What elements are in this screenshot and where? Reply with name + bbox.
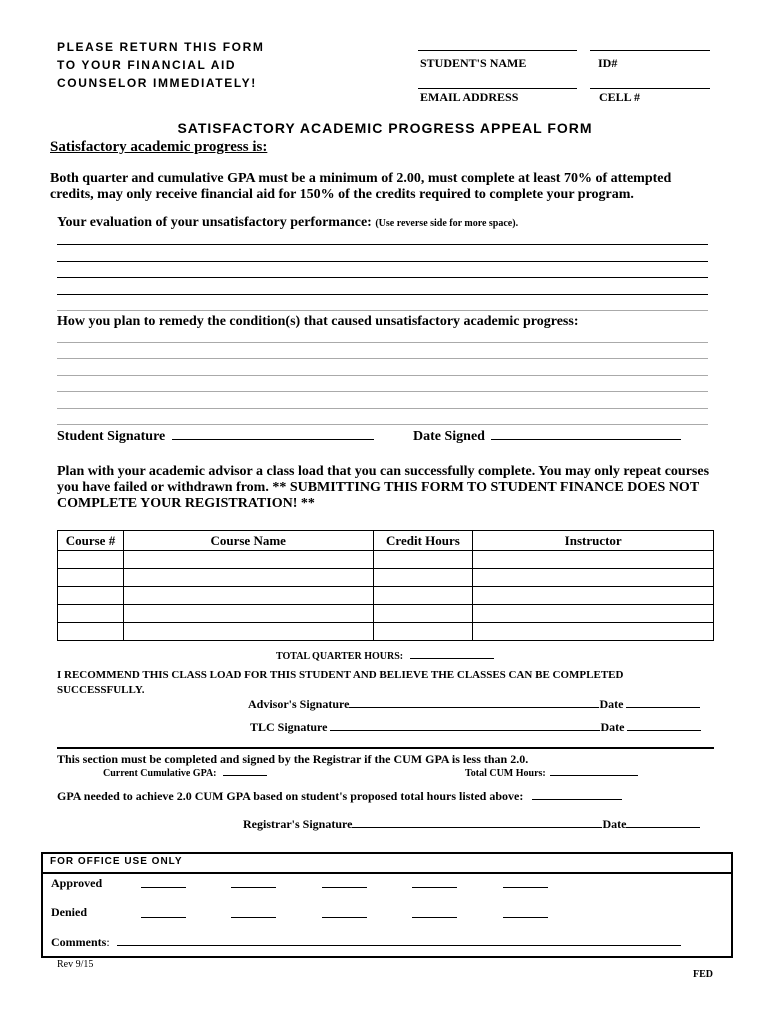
evaluation-line[interactable] <box>57 277 708 278</box>
registrar-signature-row <box>243 817 700 832</box>
course-number-cell[interactable] <box>58 605 124 623</box>
approved-field[interactable] <box>141 887 186 888</box>
date-signed-label: Date Signed <box>413 429 485 444</box>
current-gpa-row <box>103 767 267 779</box>
course-number-cell[interactable] <box>58 587 124 605</box>
student-name-field[interactable] <box>418 50 577 51</box>
approved-field[interactable] <box>322 887 367 888</box>
email-field[interactable] <box>418 88 577 89</box>
registrar-signature-field[interactable] <box>352 817 602 828</box>
registrar-date-field[interactable] <box>626 817 700 828</box>
gpa-needed-label: GPA needed to achieve 2.0 CUM GPA based on student's proposed total hours listed above: <box>57 789 524 803</box>
comments-row: Comments: <box>51 935 110 949</box>
tlc-signature-label: TLC Signature <box>250 720 328 734</box>
course-name-cell[interactable] <box>123 569 373 587</box>
table-row <box>58 569 714 587</box>
advisor-signature-label: Advisor's Signature <box>248 697 350 711</box>
total-hours-field[interactable] <box>410 649 494 659</box>
table-row <box>58 623 714 641</box>
cell-label: CELL # <box>599 90 641 104</box>
remedy-line[interactable] <box>57 375 708 376</box>
credit-hours-cell[interactable] <box>373 551 473 569</box>
credit-hours-cell[interactable] <box>373 605 473 623</box>
course-number-cell[interactable] <box>58 623 124 641</box>
evaluation-label <box>57 215 518 231</box>
gpa-needed-field[interactable] <box>532 789 622 800</box>
recommend-text: I RECOMMEND THIS CLASS LOAD FOR THIS STUDENT AND BELIEVE THE CLASSES CAN BE COMPLETED SUCCESSFULLY. <box>57 669 624 696</box>
remedy-line[interactable] <box>57 391 708 392</box>
instructor-cell[interactable] <box>473 605 714 623</box>
total-cum-hours-field[interactable] <box>550 767 638 776</box>
approved-field[interactable] <box>503 887 548 888</box>
total-hours-row <box>276 649 494 662</box>
advisor-signature-field[interactable] <box>349 697 599 708</box>
revision-label: Rev 9/15 <box>57 959 94 970</box>
denied-field[interactable] <box>231 917 276 918</box>
return-notice-line: TO YOUR FINANCIAL AID <box>57 58 237 72</box>
tlc-date-field[interactable] <box>627 720 701 731</box>
credit-hours-header: Credit Hours <box>373 531 473 551</box>
instructor-cell[interactable] <box>473 551 714 569</box>
total-cum-hours-row <box>465 767 638 779</box>
course-name-cell[interactable] <box>123 623 373 641</box>
denied-field[interactable] <box>412 917 457 918</box>
sap-heading: Satisfactory academic progress is: <box>50 139 268 155</box>
comments-label: Comments <box>51 935 107 949</box>
table-row <box>58 605 714 623</box>
registrar-date-label: Date <box>602 817 627 831</box>
tlc-signature-row <box>250 720 701 735</box>
student-signature-field[interactable] <box>172 427 374 440</box>
remedy-label: How you plan to remedy the condition(s) that caused unsatisfactory academic progress: <box>57 314 579 329</box>
plan-text: Plan with your academic advisor a class load that you can successfully complete. You may only repeat courses you have failed or withdrawn from. ** SUBMITTING THIS FORM TO STUDENT FINANCE DOES NOT COMPLETE YOUR REGISTRATION! ** <box>57 464 710 511</box>
total-cum-hours-label: Total CUM Hours: <box>465 768 546 779</box>
tlc-date-label: Date <box>600 720 625 734</box>
id-label: ID# <box>598 56 618 70</box>
instructor-cell[interactable] <box>473 623 714 641</box>
gpa-needed-row <box>57 789 622 804</box>
sap-text: Both quarter and cumulative GPA must be a minimum of 2.00, must complete at least 70% of attempted credits, may only receive financial aid for 150% of the credits required to complete your program. <box>50 171 672 202</box>
instructor-cell[interactable] <box>473 587 714 605</box>
student-name-label: STUDENT'S NAME <box>420 56 527 70</box>
instructor-header: Instructor <box>473 531 714 551</box>
tlc-signature-field[interactable] <box>330 720 600 731</box>
denied-field[interactable] <box>503 917 548 918</box>
advisor-date-label: Date <box>599 697 624 711</box>
return-notice <box>57 38 264 92</box>
return-notice-line: PLEASE RETURN THIS FORM <box>57 40 265 54</box>
course-number-cell[interactable] <box>58 569 124 587</box>
course-table-header <box>58 531 714 551</box>
table-row <box>58 587 714 605</box>
form-title: SATISFACTORY ACADEMIC PROGRESS APPEAL FORM <box>177 120 593 136</box>
course-name-cell[interactable] <box>123 587 373 605</box>
office-use-header: FOR OFFICE USE ONLY <box>50 856 183 867</box>
advisor-signature-row <box>248 697 700 712</box>
course-number-header: Course # <box>58 531 124 551</box>
cell-field[interactable] <box>590 88 710 89</box>
current-gpa-field[interactable] <box>223 767 267 776</box>
course-number-cell[interactable] <box>58 551 124 569</box>
evaluation-line[interactable] <box>57 261 708 262</box>
evaluation-note: (Use reverse side for more space). <box>375 218 519 229</box>
course-name-header: Course Name <box>123 531 373 551</box>
student-signature-row <box>57 427 374 445</box>
denied-label: Denied <box>51 905 87 919</box>
date-signed-field[interactable] <box>491 427 681 440</box>
comments-field[interactable] <box>117 945 681 946</box>
evaluation-line[interactable] <box>57 244 708 245</box>
instructor-cell[interactable] <box>473 569 714 587</box>
form-code: FED <box>693 969 713 980</box>
advisor-date-field[interactable] <box>626 697 700 708</box>
evaluation-line[interactable] <box>57 310 708 311</box>
registrar-signature-label: Registrar's Signature <box>243 817 353 831</box>
remedy-line[interactable] <box>57 342 708 343</box>
denied-field[interactable] <box>141 917 186 918</box>
remedy-line[interactable] <box>57 358 708 359</box>
registrar-divider <box>57 747 714 749</box>
credit-hours-cell[interactable] <box>373 587 473 605</box>
student-signature-label: Student Signature <box>57 429 166 444</box>
date-signed-row <box>413 427 681 445</box>
approved-field[interactable] <box>231 887 276 888</box>
remedy-line[interactable] <box>57 424 708 425</box>
remedy-line[interactable] <box>57 408 708 409</box>
course-table <box>57 530 714 641</box>
approved-field[interactable] <box>412 887 457 888</box>
credit-hours-cell[interactable] <box>373 623 473 641</box>
evaluation-line[interactable] <box>57 294 708 295</box>
total-hours-label: TOTAL QUARTER HOURS: <box>276 651 404 662</box>
table-row <box>58 551 714 569</box>
email-label: EMAIL ADDRESS <box>420 90 519 104</box>
registrar-notice: This section must be completed and signed by the Registrar if the CUM GPA is less than 2.0. <box>57 752 529 766</box>
current-gpa-label: Current Cumulative GPA: <box>103 768 217 779</box>
denied-field[interactable] <box>322 917 367 918</box>
return-notice-line: COUNSELOR IMMEDIATELY! <box>57 76 257 90</box>
course-name-cell[interactable] <box>123 551 373 569</box>
credit-hours-cell[interactable] <box>373 569 473 587</box>
approved-label: Approved <box>51 876 103 890</box>
id-field[interactable] <box>590 50 710 51</box>
evaluation-label-text: Your evaluation of your unsatisfactory performance: <box>57 215 372 230</box>
course-name-cell[interactable] <box>123 605 373 623</box>
